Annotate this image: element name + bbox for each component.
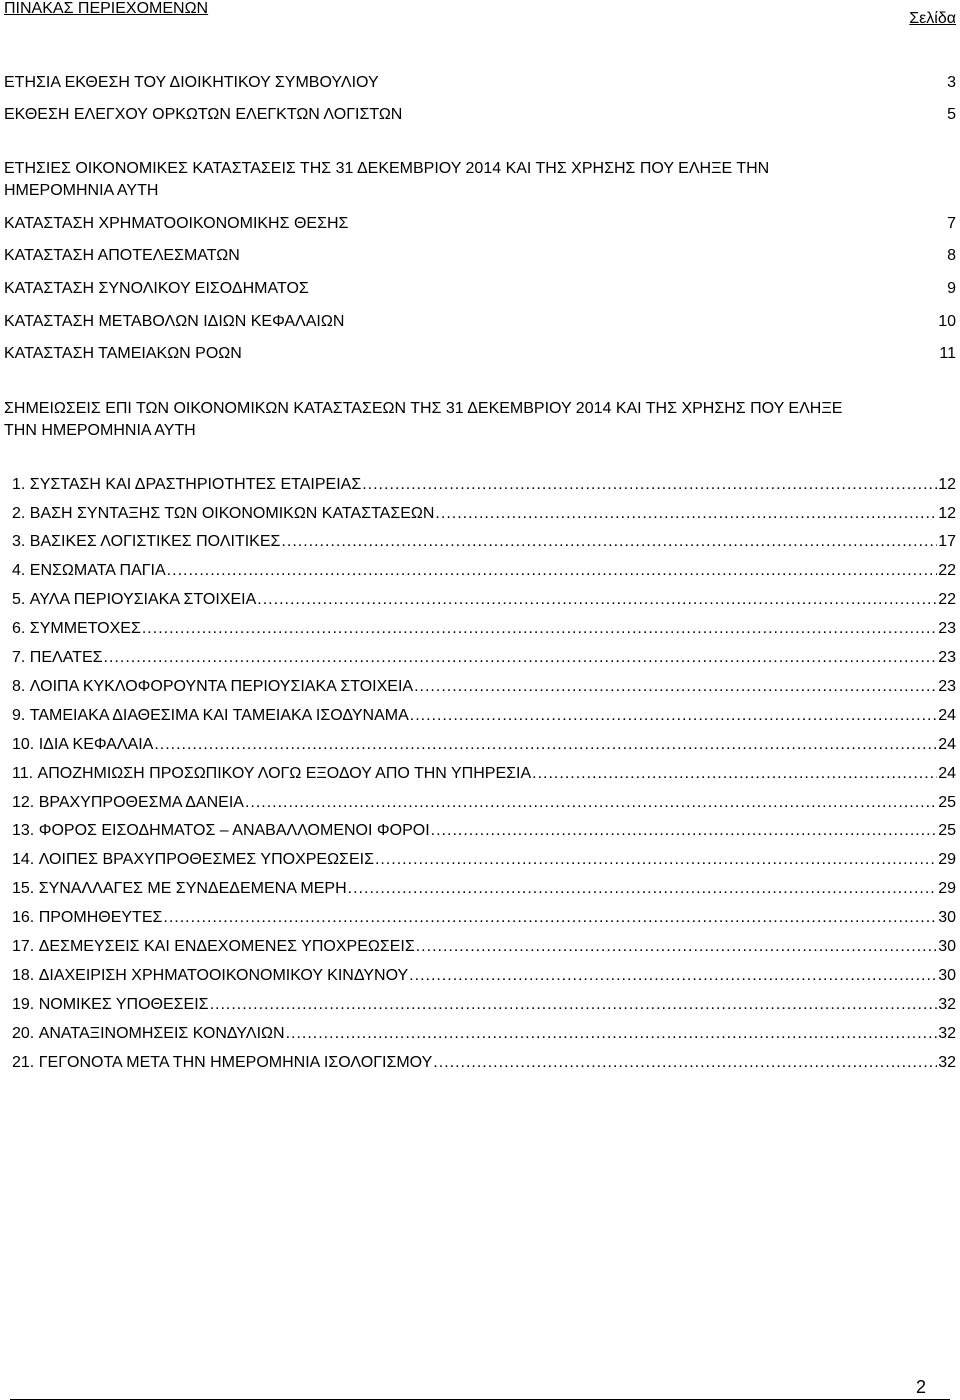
- note-entry[interactable]: [12, 704, 956, 728]
- note-number: 13.: [12, 822, 35, 839]
- note-title: ΛΟΙΠΑ ΚΥΚΛΟΦΟΡΟΥΝΤΑ ΠΕΡΙΟΥΣΙΑΚΑ ΣΤΟΙΧΕΙΑ: [29, 678, 414, 695]
- dot-leader: [104, 646, 938, 670]
- note-entry[interactable]: [12, 733, 956, 757]
- note-number: 10.: [12, 736, 35, 753]
- toc-entry[interactable]: [4, 104, 956, 126]
- note-entry[interactable]: [12, 617, 956, 641]
- note-page: 32: [938, 1054, 956, 1071]
- toc-entry[interactable]: [4, 343, 956, 365]
- dot-leader: [416, 935, 937, 959]
- dot-leader: [167, 559, 938, 583]
- toc-entry-text: ΚΑΤΑΣΤΑΣΗ ΣΥΝΟΛΙΚΟΥ ΕΙΣΟΔΗΜΑΤΟΣ: [4, 280, 309, 297]
- toc-entry-page: 11: [939, 345, 956, 362]
- note-entry[interactable]: [12, 877, 956, 901]
- note-page: 30: [938, 938, 956, 955]
- note-number: 2.: [12, 505, 26, 522]
- toc-entry-page: 7: [947, 215, 956, 232]
- note-page: 22: [938, 562, 956, 579]
- note-entry[interactable]: [12, 530, 956, 554]
- note-entry[interactable]: [12, 993, 956, 1017]
- toc-entry[interactable]: [4, 213, 956, 235]
- dot-leader: [210, 993, 938, 1017]
- dot-leader: [375, 848, 937, 872]
- dot-leader: [257, 588, 937, 612]
- note-number: 8.: [12, 678, 26, 695]
- toc-title: ΠΙΝΑΚΑΣ ΠΕΡΙΕΧΟΜΕΝΩΝ: [4, 0, 209, 17]
- note-title: ΑΠΟΖΗΜΙΩΣΗ ΠΡΟΣΩΠΙΚΟΥ ΛΟΓΩ ΕΞΟΔΟΥ ΑΠΟ ΤΗΝ ΥΠΗΡΕΣΙΑ: [37, 765, 532, 782]
- note-page: 32: [938, 996, 956, 1013]
- note-title: ΣΥΣΤΑΣΗ ΚΑΙ ΔΡΑΣΤΗΡΙΟΤΗΤΕΣ ΕΤΑΙΡΕΙΑΣ: [29, 476, 362, 493]
- note-page: 24: [938, 707, 956, 724]
- dot-leader: [435, 502, 937, 526]
- note-entry[interactable]: [12, 791, 956, 815]
- toc-entry[interactable]: [4, 72, 956, 94]
- note-number: 18.: [12, 967, 35, 984]
- toc-entry-text: ΚΑΤΑΣΤΑΣΗ ΑΠΟΤΕΛΕΣΜΑΤΩΝ: [4, 247, 240, 264]
- note-number: 17.: [12, 938, 35, 955]
- note-number: 5.: [12, 591, 26, 608]
- note-page: 24: [938, 736, 956, 753]
- note-entry[interactable]: [12, 762, 956, 786]
- note-page: 22: [938, 591, 956, 608]
- note-title: ΛΟΙΠΕΣ ΒΡΑΧΥΠΡΟΘΕΣΜΕΣ ΥΠΟΧΡΕΩΣΕΙΣ: [38, 851, 374, 868]
- note-entry[interactable]: [12, 588, 956, 612]
- toc-entry-page: 8: [947, 247, 956, 264]
- note-page: 29: [938, 851, 956, 868]
- note-number: 19.: [12, 996, 35, 1013]
- note-title: ΠΡΟΜΗΘΕΥΤΕΣ: [38, 909, 163, 926]
- note-entry[interactable]: [12, 646, 956, 670]
- dot-leader: [281, 530, 937, 554]
- toc-entry-text: ΚΑΤΑΣΤΑΣΗ ΤΑΜΕΙΑΚΩΝ ΡΟΩΝ: [4, 345, 242, 362]
- note-number: 20.: [12, 1025, 35, 1042]
- note-page: 23: [938, 649, 956, 666]
- toc-entry-text: ΚΑΤΑΣΤΑΣΗ ΜΕΤΑΒΟΛΩΝ ΙΔΙΩΝ ΚΕΦΑΛΑΙΩΝ: [4, 313, 345, 330]
- dot-leader: [414, 675, 937, 699]
- note-page: 12: [938, 476, 956, 493]
- note-number: 9.: [12, 707, 26, 724]
- note-title: ΑΥΛΑ ΠΕΡΙΟΥΣΙΑΚΑ ΣΤΟΙΧΕΙΑ: [29, 591, 257, 608]
- note-entry[interactable]: [12, 935, 956, 959]
- dot-leader: [163, 906, 937, 930]
- note-title: ΣΥΝΑΛΛΑΓΕΣ ΜΕ ΣΥΝΔΕΔΕΜΕΝΑ ΜΕΡΗ: [38, 880, 347, 897]
- note-title: ΒΑΣΙΚΕΣ ΛΟΓΙΣΤΙΚΕΣ ΠΟΛΙΤΙΚΕΣ: [29, 533, 281, 550]
- page-column-label: Σελίδα: [909, 10, 956, 27]
- note-title: ΣΥΜΜΕΤΟΧΕΣ: [29, 620, 141, 637]
- dot-leader: [431, 819, 938, 843]
- note-number: 21.: [12, 1054, 35, 1071]
- page-number: 2: [915, 1377, 926, 1397]
- toc-entry-page: 9: [947, 280, 956, 297]
- note-page: 25: [938, 822, 956, 839]
- note-title: ΓΕΓΟΝΟΤΑ ΜΕΤΑ ΤΗΝ ΗΜΕΡΟΜΗΝΙΑ ΙΣΟΛΟΓΙΣΜΟΥ: [38, 1054, 433, 1071]
- note-title: ΦΟΡΟΣ ΕΙΣΟΔΗΜΑΤΟΣ – ΑΝΑΒΑΛΛΟΜΕΝΟΙ ΦΟΡΟΙ: [38, 822, 430, 839]
- note-page: 23: [938, 678, 956, 695]
- notes-heading: ΣΗΜΕΙΩΣΕΙΣ ΕΠΙ ΤΩΝ ΟΙΚΟΝΟΜΙΚΩΝ ΚΑΤΑΣΤΑΣΕΩΝ ΤΗΣ 31 ΔΕΚΕΜΒΡΙΟΥ 2014 ΚΑΙ ΤΗΣ ΧΡΗΣΗΣ ΠΟΥ ΕΛΗΞΕ ΤΗΝ ΗΜΕΡΟΜΗΝΙΑ ΑΥΤΗ: [4, 400, 843, 439]
- note-number: 4.: [12, 562, 26, 579]
- note-title: ΑΝΑΤΑΞΙΝΟΜΗΣΕΙΣ ΚΟΝΔΥΛΙΩΝ: [38, 1025, 285, 1042]
- dot-leader: [532, 762, 937, 786]
- note-entry[interactable]: [12, 559, 956, 583]
- note-entry[interactable]: [12, 473, 956, 497]
- note-entry[interactable]: [12, 675, 956, 699]
- note-title: ΒΡΑΧΥΠΡΟΘΕΣΜΑ ΔΑΝΕΙΑ: [38, 794, 244, 811]
- note-page: 32: [938, 1025, 956, 1042]
- note-entry[interactable]: [12, 906, 956, 930]
- note-number: 14.: [12, 851, 35, 868]
- statements-heading: ΕΤΗΣΙΕΣ ΟΙΚΟΝΟΜΙΚΕΣ ΚΑΤΑΣΤΑΣΕΙΣ ΤΗΣ 31 ΔΕΚΕΜΒΡΙΟΥ 2014 ΚΑΙ ΤΗΣ ΧΡΗΣΗΣ ΠΟΥ ΕΛΗΞΕ ΤΗΝ ΗΜΕΡΟΜΗΝΙΑ ΑΥΤΗ: [4, 160, 770, 199]
- toc-entry[interactable]: [4, 311, 956, 333]
- dot-leader: [433, 1051, 937, 1075]
- note-entry[interactable]: [12, 819, 956, 843]
- toc-entry-text: ΕΤΗΣΙΑ ΕΚΘΕΣΗ ΤΟΥ ΔΙΟΙΚΗΤΙΚΟΥ ΣΥΜΒΟΥΛΙΟΥ: [4, 74, 379, 91]
- note-number: 3.: [12, 533, 26, 550]
- note-number: 7.: [12, 649, 26, 666]
- dot-leader: [348, 877, 938, 901]
- toc-entry-page: 10: [938, 313, 956, 330]
- note-page: 30: [938, 909, 956, 926]
- note-title: ΔΙΑΧΕΙΡΙΣΗ ΧΡΗΜΑΤΟΟΙΚΟΝΟΜΙΚΟΥ ΚΙΝΔΥΝΟΥ: [38, 967, 409, 984]
- note-title: ΔΕΣΜΕΥΣΕΙΣ ΚΑΙ ΕΝΔΕΧΟΜΕΝΕΣ ΥΠΟΧΡΕΩΣΕΙΣ: [38, 938, 415, 955]
- note-number: 11.: [12, 765, 34, 782]
- note-number: 16.: [12, 909, 35, 926]
- note-page: 29: [938, 880, 956, 897]
- dot-leader: [410, 704, 937, 728]
- dot-leader: [286, 1022, 938, 1046]
- note-title: ΠΕΛΑΤΕΣ: [29, 649, 103, 666]
- toc-entry-page: 5: [947, 106, 956, 123]
- dot-leader: [154, 733, 937, 757]
- note-page: 23: [938, 620, 956, 637]
- dot-leader: [409, 964, 937, 988]
- note-entry[interactable]: [12, 1051, 956, 1075]
- note-title: ΤΑΜΕΙΑΚΑ ΔΙΑΘΕΣΙΜΑ ΚΑΙ ΤΑΜΕΙΑΚΑ ΙΣΟΔΥΝΑΜΑ: [29, 707, 409, 724]
- note-title: ΕΝΣΩΜΑΤΑ ΠΑΓΙΑ: [29, 562, 166, 579]
- note-title: ΝΟΜΙΚΕΣ ΥΠΟΘΕΣΕΙΣ: [38, 996, 209, 1013]
- note-page: 24: [938, 765, 956, 782]
- note-entry[interactable]: [12, 502, 956, 526]
- note-page: 12: [938, 505, 956, 522]
- note-number: 12.: [12, 794, 35, 811]
- note-entry[interactable]: [12, 1022, 956, 1046]
- toc-entry-text: ΚΑΤΑΣΤΑΣΗ ΧΡΗΜΑΤΟΟΙΚΟΝΟΜΙΚΗΣ ΘΕΣΗΣ: [4, 215, 349, 232]
- note-entry[interactable]: [12, 964, 956, 988]
- note-number: 1.: [12, 476, 26, 493]
- note-title: ΙΔΙΑ ΚΕΦΑΛΑΙΑ: [38, 736, 154, 753]
- dot-leader: [142, 617, 937, 641]
- toc-entry[interactable]: [4, 278, 956, 300]
- note-number: 6.: [12, 620, 26, 637]
- toc-entry-text: ΕΚΘΕΣΗ ΕΛΕΓΧΟΥ ΟΡΚΩΤΩΝ ΕΛΕΓΚΤΩΝ ΛΟΓΙΣΤΩΝ: [4, 106, 403, 123]
- note-number: 15.: [12, 880, 35, 897]
- toc-entry-page: 3: [947, 74, 956, 91]
- note-page: 25: [938, 794, 956, 811]
- toc-entry[interactable]: [4, 245, 956, 267]
- note-entry[interactable]: [12, 848, 956, 872]
- note-title: ΒΑΣΗ ΣΥΝΤΑΞΗΣ ΤΩΝ ΟΙΚΟΝΟΜΙΚΩΝ ΚΑΤΑΣΤΑΣΕΩΝ: [29, 505, 435, 522]
- dot-leader: [245, 791, 937, 815]
- note-page: 17: [938, 533, 956, 550]
- note-page: 30: [938, 967, 956, 984]
- dot-leader: [362, 473, 937, 497]
